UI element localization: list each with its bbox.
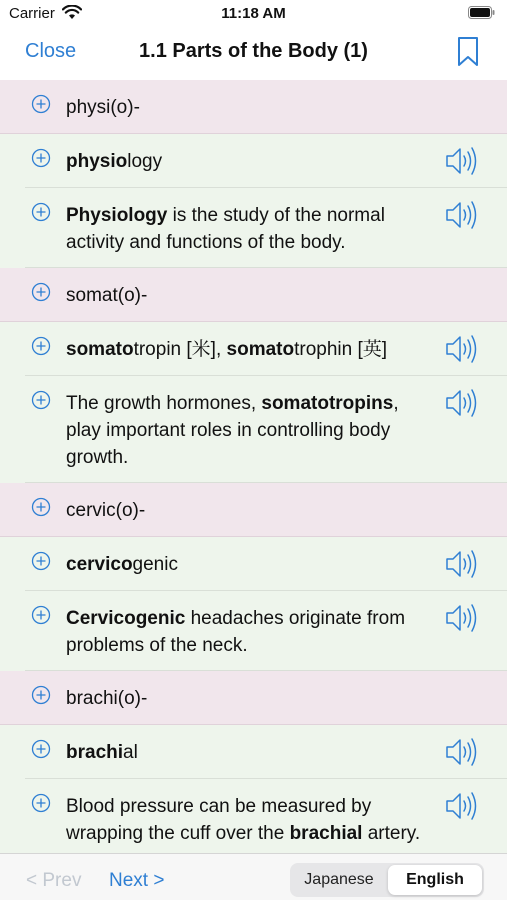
term-text xyxy=(66,390,427,471)
term-fragment: al xyxy=(123,742,138,763)
prefix-label xyxy=(66,685,427,712)
prefix-label xyxy=(66,282,427,309)
term-fragment: brachi(o)- xyxy=(66,688,148,709)
term-text xyxy=(66,336,427,363)
language-segmented-control xyxy=(290,863,484,897)
term-list xyxy=(0,80,507,853)
term-highlight: brachi xyxy=(66,742,124,763)
clock: 11:18 AM xyxy=(221,5,286,22)
speaker-icon[interactable] xyxy=(445,549,479,579)
speaker-icon[interactable] xyxy=(445,791,479,821)
term-fragment: somat(o)- xyxy=(66,285,148,306)
term-fragment: cervic(o)- xyxy=(66,500,146,521)
term-fragment: tropin [米], xyxy=(133,339,227,360)
page-title: 1.1 Parts of the Body (1) xyxy=(139,40,368,62)
speaker-icon[interactable] xyxy=(445,334,479,364)
term-fragment: The growth hormones, xyxy=(66,393,262,414)
next-button[interactable]: Next > xyxy=(109,870,165,891)
term-row[interactable] xyxy=(0,188,507,268)
term-text xyxy=(66,605,427,659)
english-segment[interactable]: English xyxy=(388,865,482,895)
expand-plus-icon[interactable] xyxy=(31,605,51,625)
bookmark-icon[interactable] xyxy=(457,36,479,68)
close-button[interactable]: Close xyxy=(25,40,77,62)
term-highlight: cervico xyxy=(66,554,133,575)
term-text xyxy=(66,793,427,847)
prefix-label xyxy=(66,497,427,524)
prev-button[interactable]: < Prev xyxy=(26,870,82,891)
expand-plus-icon[interactable] xyxy=(31,336,51,356)
term-highlight: Physiology xyxy=(66,205,168,226)
prefix-header-row[interactable] xyxy=(0,483,507,537)
term-fragment: logy xyxy=(127,151,163,172)
term-highlight: somatotropins xyxy=(261,393,394,414)
expand-plus-icon[interactable] xyxy=(31,497,51,517)
term-fragment: trophin [英] xyxy=(294,339,388,360)
term-highlight: Cervicogenic xyxy=(66,608,186,629)
term-text xyxy=(66,739,427,766)
expand-plus-icon[interactable] xyxy=(31,202,51,222)
term-row[interactable] xyxy=(0,591,507,671)
expand-plus-icon[interactable] xyxy=(31,94,51,114)
term-fragment: Blood pressure can be measured by wrapping the cuff over the xyxy=(66,796,372,844)
term-text xyxy=(66,202,427,256)
term-row[interactable] xyxy=(0,322,507,376)
term-fragment: physi(o)- xyxy=(66,97,140,118)
bottom-toolbar xyxy=(0,853,507,900)
term-highlight: somato xyxy=(226,339,295,360)
term-text xyxy=(66,551,427,578)
prefix-label xyxy=(66,94,427,121)
expand-plus-icon[interactable] xyxy=(31,148,51,168)
expand-plus-icon[interactable] xyxy=(31,739,51,759)
expand-plus-icon[interactable] xyxy=(31,793,51,813)
term-row[interactable] xyxy=(0,779,507,853)
speaker-icon[interactable] xyxy=(445,737,479,767)
term-row[interactable] xyxy=(0,134,507,188)
battery-icon xyxy=(468,6,495,19)
speaker-icon[interactable] xyxy=(445,388,479,418)
status-bar xyxy=(0,0,507,28)
term-fragment: genic xyxy=(132,554,178,575)
navigation-bar xyxy=(0,28,507,81)
term-text xyxy=(66,148,427,175)
prefix-header-row[interactable] xyxy=(0,671,507,725)
expand-plus-icon[interactable] xyxy=(31,390,51,410)
term-row[interactable] xyxy=(0,376,507,483)
term-fragment: , play important roles in controlling body growth. xyxy=(66,393,399,468)
speaker-icon[interactable] xyxy=(445,200,479,230)
term-highlight: physio xyxy=(66,151,128,172)
term-row[interactable] xyxy=(0,725,507,779)
term-highlight: somato xyxy=(66,339,134,360)
term-highlight: brachial xyxy=(289,823,363,844)
carrier-label: Carrier xyxy=(9,5,55,22)
prefix-header-row[interactable] xyxy=(0,80,507,134)
prefix-header-row[interactable] xyxy=(0,268,507,322)
speaker-icon[interactable] xyxy=(445,146,479,176)
term-fragment: is the study of the normal activity and functions of the body. xyxy=(66,205,385,253)
japanese-segment[interactable]: Japanese xyxy=(304,871,374,888)
term-fragment: headaches originate from problems of the neck. xyxy=(66,608,406,656)
expand-plus-icon[interactable] xyxy=(31,685,51,705)
expand-plus-icon[interactable] xyxy=(31,282,51,302)
expand-plus-icon[interactable] xyxy=(31,551,51,571)
term-fragment: artery. xyxy=(362,823,421,844)
term-row[interactable] xyxy=(0,537,507,591)
speaker-icon[interactable] xyxy=(445,603,479,633)
